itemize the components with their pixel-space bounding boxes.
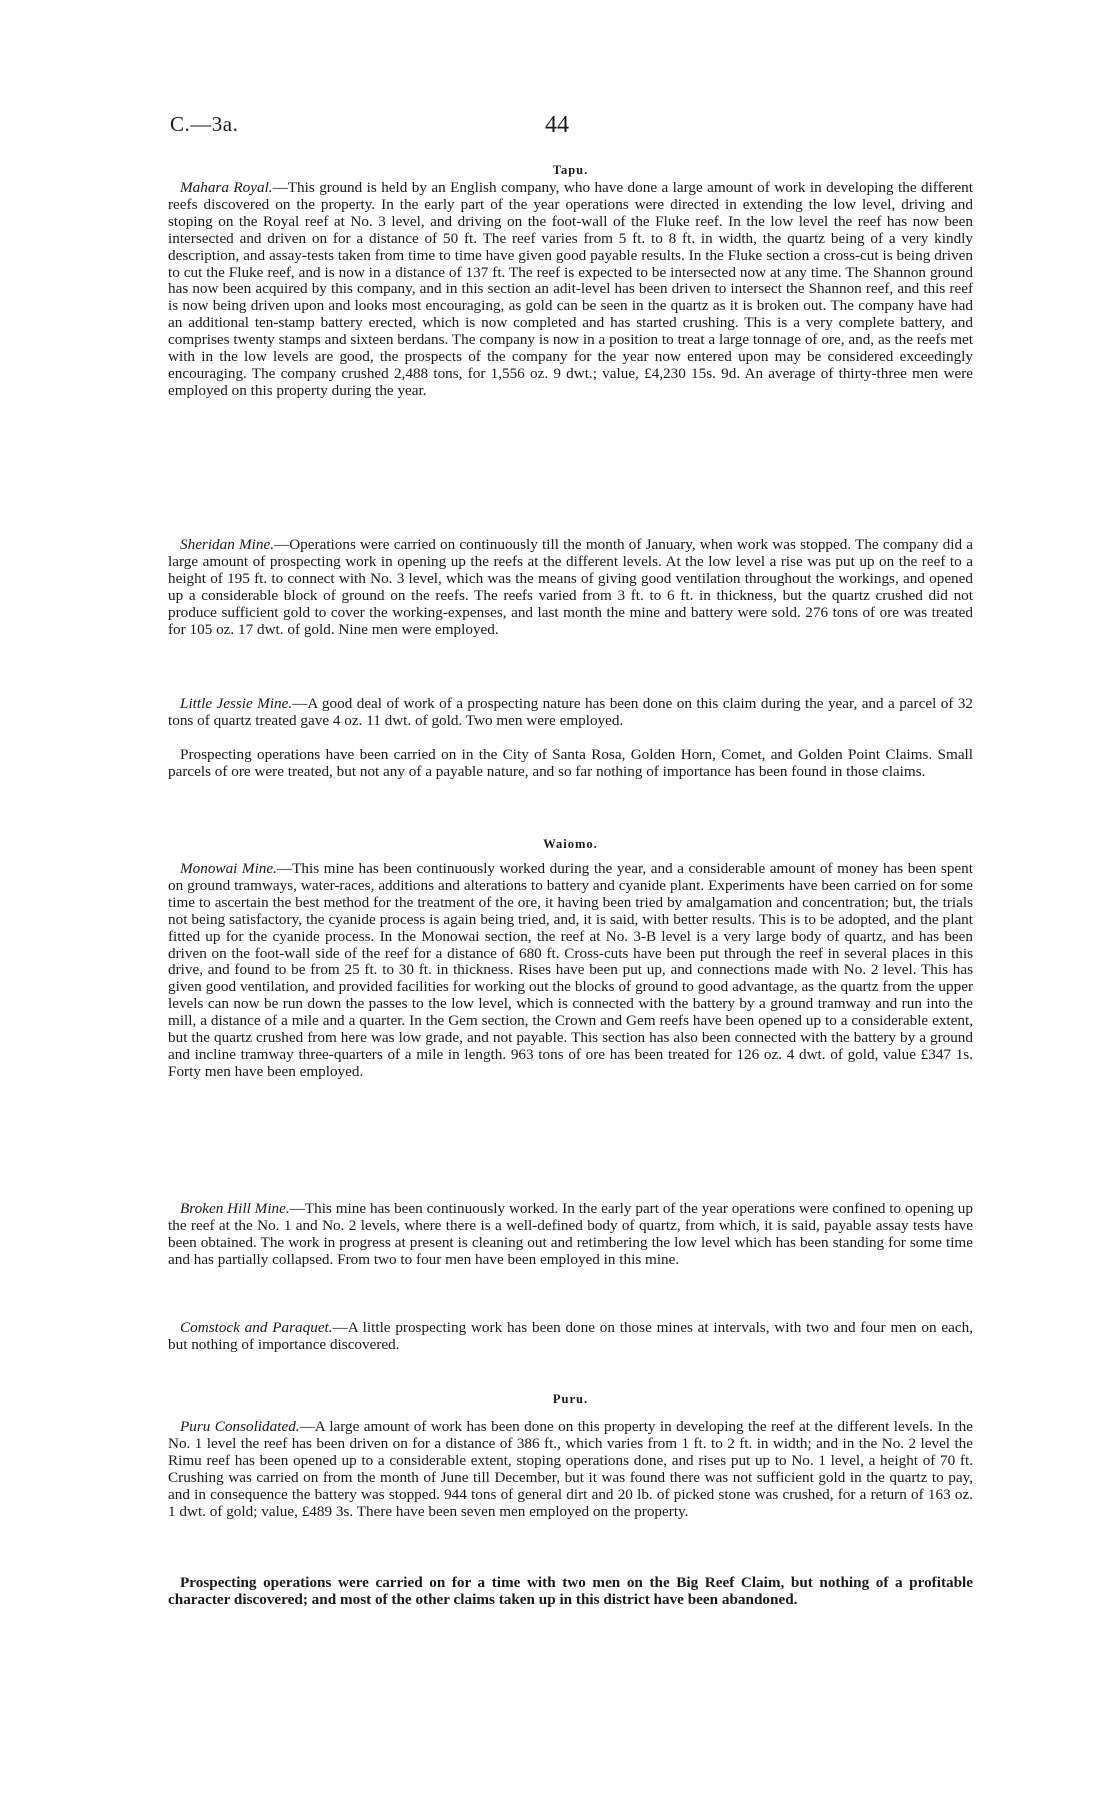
section-waiomo bbox=[168, 837, 973, 852]
paragraph-text: Prospecting operations were carried on for a time with two men on the Big Reef Claim, but nothing of a profitable character discovered; and most of the other claims taken up in this district have been abandoned. bbox=[168, 1574, 973, 1608]
paragraph-text: —A good deal of work of a prospecting nature has been done on this claim during the year, and a parcel of 32 tons of quartz treated gave 4 oz. 11 dwt. of gold. Two men were employed. bbox=[168, 695, 973, 729]
paragraph bbox=[168, 861, 973, 1081]
paragraph bbox=[168, 1201, 973, 1269]
section-puru bbox=[168, 1392, 973, 1407]
paragraph-text: —This ground is held by an English company, who have done a large amount of work in developing the different reefs discovered on the property. In the early part of the year operations were directed in extending the low level, driving and stoping on the Royal reef at No. 3 level, and driving on the foot-wall of the Fluke reef. In the low level the reef has now been intersected and driven on for a distance of 50 ft. The reef varies from 5 ft. to 8 ft. in width, the quartz being of a very kindly description, and assay-tests taken from time to time have given good payable results. In the Fluke section a cross-cut is being driven to cut the Fluke reef, and is now in a distance of 137 ft. The reef is expected to be intersected now at any time. The Shannon ground has now been acquired by this company, and in this section an adit-level has been driven to intersect the Shannon reef, and this reef is now being driven upon and looks most encouraging, as gold can be seen in the quartz as it is broken out. The company have had an additional ten-stamp battery erected, which is now completed and has started crushing. This is a very complete battery, and comprises twenty stamps and sixteen berdans. The company is now in a position to treat a large tonnage of ore, and, as the reefs met with in the low levels are good, the prospects of the company for the year now entered upon may be considered exceedingly encouraging. The company crushed 2,488 tons, for 1,556 oz. 9 dwt.; value, £4,230 15s. 9d. An average of thirty-three men were employed on this property during the year. bbox=[168, 179, 973, 399]
section-tapu bbox=[168, 163, 973, 178]
paragraph-text: —Operations were carried on continuously till the month of January, when work was stopped. The company did a large amount of prospecting work in opening up the reefs at the different levels. At the low level a rise was put up on the reef to a height of 195 ft. to connect with No. 3 level, which was the means of giving good ventilation throughout the workings, and opened up a considerable block of ground on the reefs. The reefs varied from 3 ft. to 6 ft. in thickness, but the quartz crushed did not produce sufficient gold to cover the working-expenses, and last month the mine and battery were sold. 276 tons of ore was treated for 105 oz. 17 dwt. of gold. Nine men were employed. bbox=[168, 536, 974, 638]
paragraph-lead: Mahara Royal. bbox=[180, 179, 273, 196]
paragraph-lead: Puru Consolidated. bbox=[180, 1418, 300, 1435]
paragraph-lead: Monowai Mine. bbox=[180, 860, 277, 877]
section-heading: Puru. bbox=[552, 1392, 589, 1406]
report-code: C.—3a. bbox=[170, 112, 239, 136]
paragraph bbox=[168, 696, 973, 730]
paragraph-text: —A little prospecting work has been done on those mines at intervals, with two and four men on each, but nothing of importance discovered. bbox=[168, 1319, 973, 1353]
paragraph bbox=[168, 1575, 973, 1609]
paragraph-lead: Broken Hill Mine. bbox=[180, 1200, 290, 1217]
paragraph bbox=[168, 180, 973, 400]
paragraph bbox=[168, 1320, 973, 1354]
paragraph-text: —This mine has been continuously worked during the year, and a considerable amount of money has been spent on ground tramways, water-races, additions and alterations to battery and cyanide plant. Experiments have been carried on for some time to ascertain the best method for the treatment of the ore, it having been tried by amalgamation and concentration; but, the trials not being satisfactory, the cyanide process is again being tried, and, it is said, with better results. This is to be adopted, and the plant fitted up for the cyanide process. In the Monowai section, the reef at No. 3-B level is a very large body of quartz, and has been driven on the foot-wall side of the reef for a distance of 680 ft. Cross-cuts have been put through the reef in several places in this drive, and found to be from 25 ft. to 30 ft. in thickness. Rises have been put up, and connections made with No. 2 level. This has given good ventilation, and provided facilities for working out the blocks of ground to good advantage, as the quartz from the upper levels can now be run down the passes to the low level, which is connected with the battery by a ground tramway and run into the mill, a distance of a mile and a quarter. In the Gem section, the Crown and Gem reefs have been opened up to a considerable extent, but the quartz crushed from here was low grade, and not payable. This section has also been connected with the battery by a ground and incline tramway three-quarters of a mile in length. 963 tons of ore has been treated for 126 oz. 4 dwt. of gold, value £347 1s. Forty men have been employed. bbox=[168, 860, 973, 1080]
paragraph-lead: Little Jessie Mine. bbox=[180, 695, 293, 712]
paragraph bbox=[168, 747, 973, 781]
section-heading: Tapu. bbox=[552, 163, 589, 177]
page-number: 44 bbox=[545, 112, 569, 138]
paragraph-text: —This mine has been continuously worked. In the early part of the year operations were confined to opening up the reef at the No. 1 and No. 2 levels, where there is a well-defined body of quartz, from which, it is said, payable assay tests have been obtained. The work in progress at present is cleaning out and retimbering the low level which has been standing for some time and has partially collapsed. From two to four men have been employed in this mine. bbox=[168, 1200, 973, 1268]
paragraph-text: —A large amount of work has been done on this property in developing the reef at the different levels. In the No. 1 level the reef has been driven on for a distance of 386 ft., which varies from 1 ft. to 2 ft. in width; and in the No. 2 level the Rimu reef has been opened up to a considerable extent, stoping operations done, and rises put up to No. 1 level, a height of 70 ft. Crushing was carried on from the month of June till December, but it was found there was not sufficient gold in the quartz to pay, and in consequence the battery was stopped. 944 tons of general dirt and 20 lb. of picked stone was crushed, for a return of 163 oz. 1 dwt. of gold; value, £489 3s. There have been seven men employed on the property. bbox=[168, 1418, 973, 1520]
paragraph-lead: Sheridan Mine. bbox=[180, 536, 275, 553]
paragraph-text: Prospecting operations have been carried on in the City of Santa Rosa, Golden Horn, Comet, and Golden Point Claims. Small parcels of ore were treated, but not any of a payable nature, and so far nothing of importance has been found in those claims. bbox=[168, 746, 973, 780]
paragraph bbox=[168, 1419, 973, 1520]
paragraph-lead: Comstock and Paraquet. bbox=[180, 1319, 333, 1336]
paragraph bbox=[168, 537, 973, 638]
section-heading: Waiomo. bbox=[543, 837, 598, 851]
